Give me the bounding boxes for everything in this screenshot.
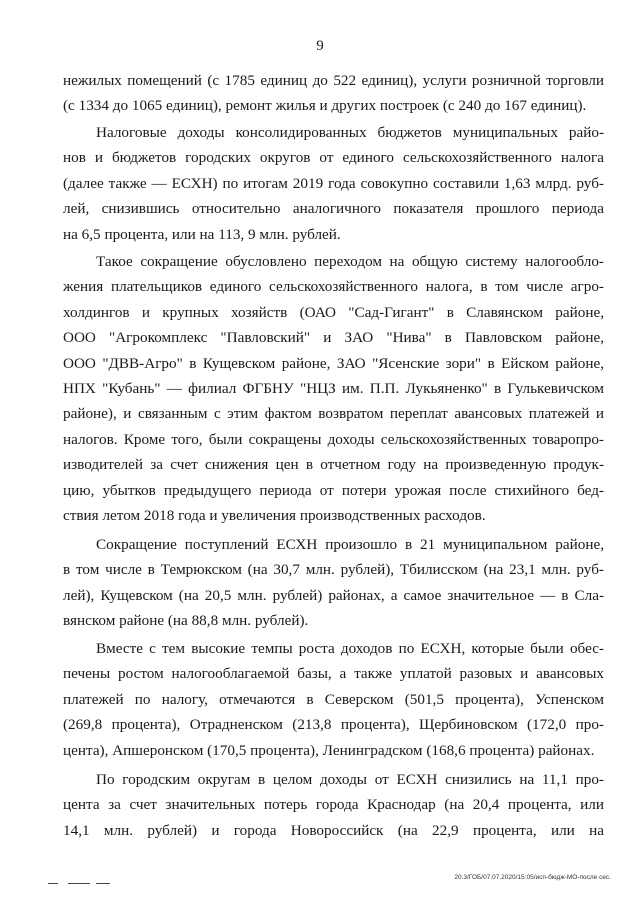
- text-line: Налоговые доходы консолидированных бюджетов муниципальных райо-: [96, 124, 604, 141]
- text-line: изводителей за счет снижения цен в отчетном году на произведенную продук-: [63, 456, 604, 474]
- text-line: районе), и связанным с этим фактом возвратом переплат авансовых платежей и: [63, 405, 604, 423]
- text-line: ООО "Агрокомплекс "Павловский" и ЗАО "Нива" в Павловском районе,: [63, 329, 604, 347]
- text-line: нежилых помещений (с 1785 единиц до 522 единиц), услуги розничной торговли: [63, 72, 604, 89]
- text-line: жения плательщиков единого сельскохозяйственного налога, в том числе агро-: [63, 278, 604, 296]
- paragraph-1: [63, 68, 604, 119]
- text-line: налогов. Кроме того, были сокращены доходы сельскохозяйственных товаропро-: [63, 430, 604, 448]
- text-line: Вместе с тем высокие темпы роста доходов по ЕСХН, которые были обес-: [96, 640, 604, 657]
- text-line: на 6,5 процента, или на 113, 9 млн. рублей.: [63, 225, 341, 243]
- text-line: (269,8 процента), Отрадненском (213,8 процента), Щербиновском (172,0 про-: [63, 716, 604, 734]
- paragraph-6: [63, 767, 604, 843]
- text-line: (далее также — ЕСХН) по итогам 2019 года совокупно составили 1,63 млрд. руб-: [63, 174, 604, 192]
- scan-mark: [68, 883, 90, 884]
- paragraph-5: [63, 636, 604, 763]
- text-line: цента), Апшеронском (170,5 процента), Ленинградском (168,6 процента) районах.: [63, 741, 595, 759]
- text-line: Такое сокращение обусловлено переходом на общую систему налогообло-: [96, 253, 604, 270]
- scan-mark: [96, 883, 110, 884]
- text-line: НПХ "Кубань" — филиал ФГБНУ "НЦЗ им. П.П. Лукьяненко" в Гулькевичском: [63, 379, 604, 397]
- paragraph-4: [63, 532, 604, 634]
- paragraph-2: [63, 120, 604, 247]
- text-line: нов и бюджетов городских округов от единого сельскохозяйственного налога: [63, 149, 604, 167]
- text-line: вянском районе (на 88,8 млн. рублей).: [63, 612, 309, 630]
- document-footer-code: 20.3/ГОБ/07.07.2020/15:05/исп-бюдж-МО-после сес.: [454, 874, 611, 881]
- text-line: в том числе в Темрюкском (на 30,7 млн. рублей), Тбилисском (на 23,1 млн. руб-: [63, 561, 604, 579]
- text-line: ствия летом 2018 года и увеличения производственных расходов.: [63, 506, 486, 524]
- text-line: 14,1 млн. рублей) и города Новороссийск (на 22,9 процента, или на: [63, 821, 604, 839]
- text-line: холдингов и крупных хозяйств (ОАО "Сад-Гигант" в Славянском районе,: [63, 303, 604, 321]
- text-line: Сокращение поступлений ЕСХН произошло в 21 муниципальном районе,: [96, 536, 604, 553]
- text-line: ООО "ДВВ-Агро" в Кущевском районе, ЗАО "Ясенские зори" в Ейском районе,: [63, 354, 604, 372]
- text-line: печены ростом налогооблагаемой базы, а также уплатой разовых и авансовых: [63, 665, 604, 683]
- text-line: платежей по налогу, отмечаются в Северском (501,5 процента), Успенском: [63, 690, 604, 708]
- text-line: По городским округам в целом доходы от ЕСХН снизились на 11,1 про-: [96, 771, 604, 788]
- page-number: 9: [316, 38, 324, 54]
- text-line: цента за счет значительных потерь города Краснодар (на 20,4 процента, или: [63, 796, 604, 814]
- text-line: лей), Кущевском (на 20,5 млн. рублей) районах, а самое значительное — в Сла-: [63, 586, 604, 604]
- text-line: цию, убытков предыдущего периода от потери урожая после стихийного бед-: [63, 481, 604, 499]
- text-line: лей, снизившись относительно аналогичного показателя прошлого периода: [63, 200, 604, 218]
- text-line: (с 1334 до 1065 единиц), ремонт жилья и других построек (с 240 до 167 единиц).: [63, 97, 587, 115]
- scan-mark: [48, 883, 58, 884]
- page-bottom-marks: [0, 883, 640, 887]
- paragraph-3: [63, 249, 604, 528]
